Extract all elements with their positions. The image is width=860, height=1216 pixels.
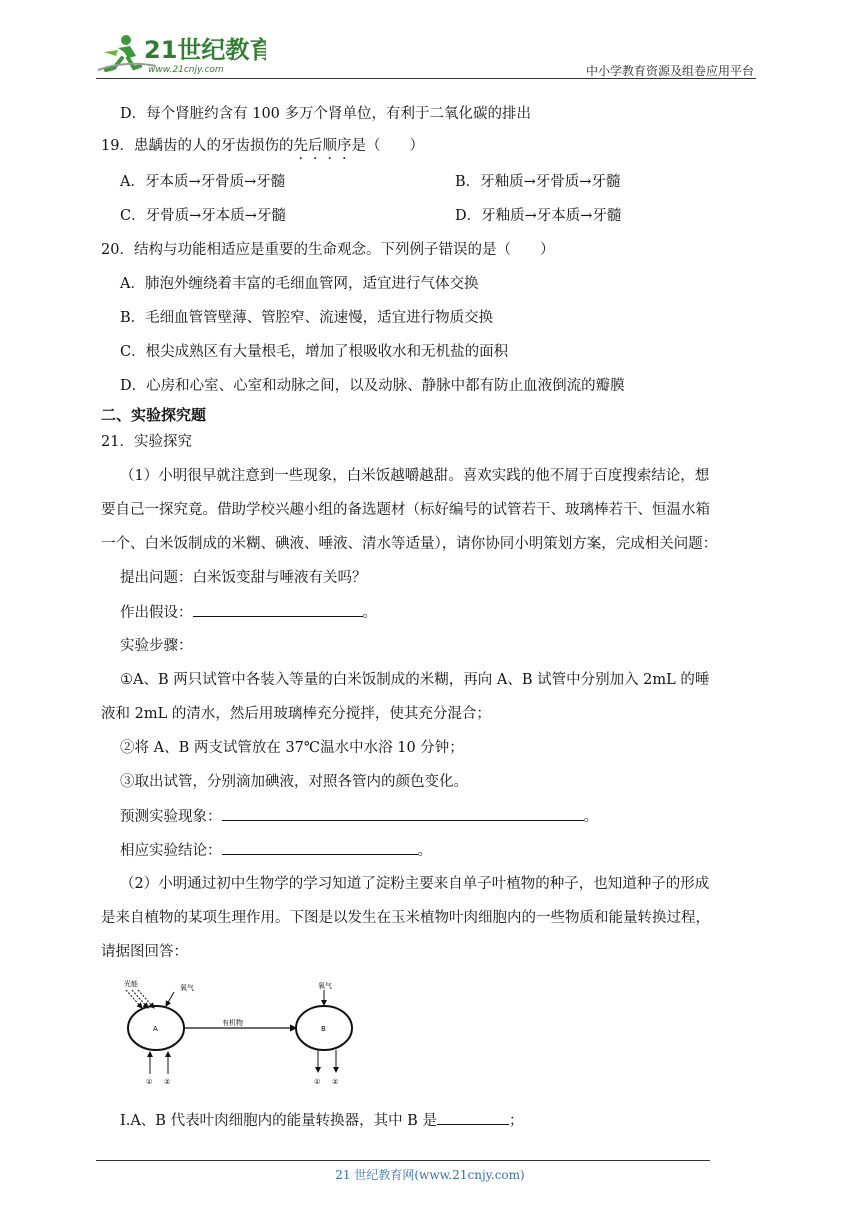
output-label-1: ① [314,1078,321,1086]
hypothesis-blank[interactable] [193,602,363,617]
logo-url: www.21cnjy.com [148,65,224,75]
emphasis-char: 顺 [322,138,337,154]
predict-blank[interactable] [222,806,584,821]
output-label-2: ② [332,1078,339,1086]
input-label-2: ② [164,1078,171,1086]
q21-conclusion [120,840,432,861]
q21-paragraph1-line2: 要自己一探究竟。借助学校兴趣小组的备选题材（标好编号的试管若干、玻璃棒若干、恒温水箱 [101,502,710,518]
site-logo [96,30,266,78]
hypothesis-label: 作出假设： [120,605,193,621]
q20-option-b: B．毛细血管管壁薄、管腔窄、流速慢，适宜进行物质交换 [120,310,494,326]
q19-stem-post: 是（ ） [351,138,424,154]
input-label-1: ① [146,1078,153,1086]
footer-divider [96,1160,710,1161]
subq1-blank[interactable] [437,1110,509,1125]
q21-question: 提出问题：白米饭变甜与唾液有关吗？ [120,570,367,586]
emphasis-char: 序 [336,138,352,154]
q21-title: 21．实验探究 [101,434,192,450]
q21-step1-line1: ①A、B 两只试管中各装入等量的白米饭制成的米糊，再向 A、B 试管中分别加入 2mL 的唾 [120,672,710,688]
q21-steps-label: 实验步骤： [120,638,193,654]
q21-subquestion-1 [120,1110,523,1131]
period: 。 [583,809,598,825]
subq1-text: Ⅰ.A、B 代表叶肉细胞内的能量转换器，其中 B 是 [120,1113,437,1129]
subq1-end: ； [508,1113,524,1129]
energy-conversion-diagram [116,976,362,1090]
q21-paragraph2-line2: 是来自植物的某项生理作用。下图是以发生在玉米植物叶肉细胞内的一些物质和能量转换过程， [101,910,710,926]
oxygen-b-label: 氧气 [318,982,332,990]
oxygen-out-arrow [166,992,174,1006]
q20-option-a: A．肺泡外缠绕着丰富的毛细血管网，适宜进行气体交换 [120,276,479,292]
q21-paragraph2-line3: 请据图回答： [101,944,188,960]
q20-option-c: C．根尖成熟区有大量根毛，增加了根吸收水和无机盐的面积 [120,344,509,360]
section-title: 二、实验探究题 [101,406,207,424]
q19-stem [101,136,424,156]
q21-step2: ②将 A、B 两支试管放在 37℃温水中水浴 10 分钟； [120,740,464,756]
footer-link[interactable]: 21 世纪教育网(www.21cnjy.com) [335,1168,525,1182]
q20-option-d: D．心房和心室、心室和动脉之间，以及动脉、静脉中都有防止血液倒流的瓣膜 [120,378,625,394]
organelle-b-label: B [321,1025,326,1033]
q21-step1-line2: 液和 2mL 的清水，然后用玻璃棒充分搅拌，使其充分混合； [101,706,491,722]
q19-option-b: B．牙釉质→牙骨质→牙髓 [455,174,621,190]
logo-text: 21世纪教育 [144,36,266,64]
light-label: 光能 [124,980,138,988]
q20-stem: 20．结构与功能相适应是重要的生命观念。下列例子错误的是（ ） [101,242,555,258]
period: 。 [417,843,432,859]
organic-label: 有机物 [222,1019,243,1027]
q18-option-d: D．每个肾脏约含有 100 多万个肾单位，有利于二氧化碳的排出 [120,106,532,122]
predict-label: 预测实验现象： [120,809,222,825]
conclusion-blank[interactable] [222,840,418,855]
q19-stem-pre: 19．患龋齿的人的牙齿损伤的 [101,138,294,154]
oxygen-a-label: 氧气 [180,984,194,992]
q21-paragraph2-line1: （2）小明通过初中生物学的学习知道了淀粉主要来自单子叶植物的种子，也知道种子的形成 [120,876,710,892]
q19-option-a: A．牙本质→牙骨质→牙髓 [120,174,286,190]
header-divider [96,78,756,79]
emphasis-char: 先 [293,138,308,154]
conclusion-label: 相应实验结论： [120,843,222,859]
organelle-a-label: A [153,1025,158,1033]
light-arrows [126,990,154,1008]
emphasis-char: 后 [307,138,323,154]
q19-option-c: C．牙骨质→牙本质→牙髓 [120,208,286,224]
q21-hypothesis [120,602,377,623]
q21-paragraph1-line1: （1）小明很早就注意到一些现象，白米饭越嚼越甜。喜欢实践的他不屑于百度搜索结论，想 [120,468,710,484]
platform-name: 中小学教育资源及组卷应用平台 [585,64,754,78]
q21-step3: ③取出试管，分别滴加碘液，对照各管内的颜色变化。 [120,774,468,790]
q19-option-d: D．牙釉质→牙本质→牙髓 [455,208,622,224]
period: 。 [362,605,377,621]
q21-predict [120,806,598,827]
q21-paragraph1-line3: 一个、白米饭制成的米糊、碘液、唾液、清水等适量），请你协同小明策划方案，完成相关问题： [101,536,718,552]
